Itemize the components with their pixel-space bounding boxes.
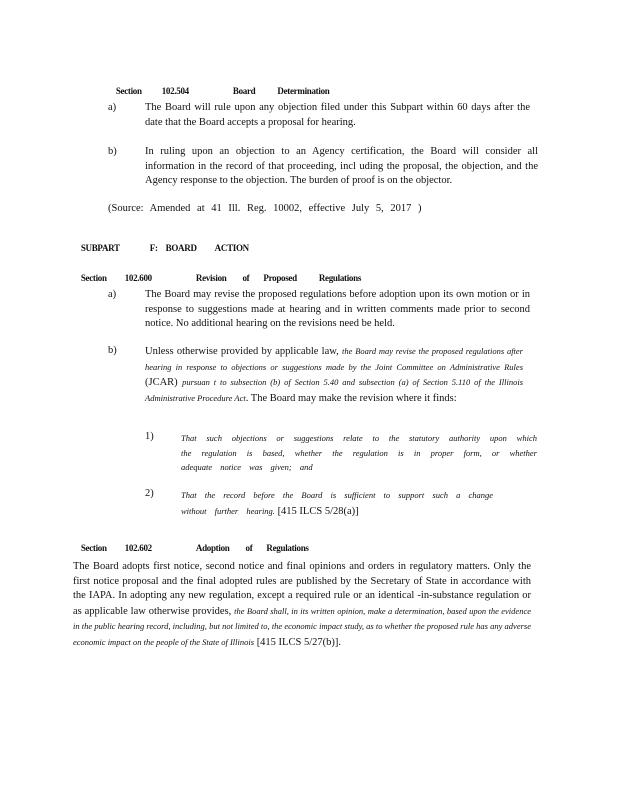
section-number: 102.602 (124, 543, 152, 553)
section-title-part: Regulations (266, 543, 309, 553)
item-label: b) (108, 146, 117, 157)
item-label: a) (108, 289, 117, 300)
section-number: 102.504 (161, 86, 189, 96)
subpart-heading (73, 233, 249, 263)
paragraph-602 (73, 560, 531, 650)
subpart-word: SUBPART (80, 243, 120, 253)
item-label: b) (108, 345, 117, 356)
statutory-italic-text: That the record before the Board is sufficient to support such a change without further hearing. (181, 490, 494, 516)
section-title-part: of (242, 273, 250, 283)
section-title-part: Adoption (195, 543, 230, 553)
statutory-italic-text: the Board shall, in its written opinion, make a determination, based upon the evidence in the public hearing record, including, but not limited to, the economic impact study, as to whether the proposed rule has any adverse economic impact on the people of the State of Illinois (73, 605, 531, 647)
paragraph-600-a: The Board may revise the proposed regulations before adoption upon its own motion or in response to suggestions made at hearing and in written comments made prior to second notice. No additional hearing on the revisions need be held. (145, 289, 530, 329)
citation: [415 ILCS 5/28(a)] (277, 505, 359, 517)
paragraph-504-b: In ruling upon an objection to an Agency certification, the Board will consider all information in the record of that proceeding, incl uding the proposal, the objection, and the Agency response to the objection. The burden of proof is on the objector. (145, 146, 538, 186)
item-label: 1) (145, 431, 154, 442)
section-word: Section (80, 543, 107, 553)
statutory-italic-text: pursuan t to subsection (b) of Section 5.40 and subsection (a) of Section 5.110 of the Illinois Administrative Procedure Act (145, 377, 524, 403)
citation: [415 ILCS 5/27(b)]. (256, 636, 341, 648)
subpart-title-part: BOARD (165, 243, 197, 253)
section-title-part: Board (232, 86, 256, 96)
subparagraph-2 (181, 488, 521, 519)
subparagraph-1: That such objections or suggestions relate to the statutory authority upon which the regulation is based, whether the regulation is in proper form, or whether adequate notice was given; and (181, 433, 537, 472)
paragraph-text: The Board adopts first notice, second notice and final opinions and orders in regulatory matters. Only the first notice proposal and the final adopted rules are published by the Secretary of State in accordance with the IAPA. In adopting any new regulation, except a required rule or an identical -in-substance regulation or as applicable law otherwise provides, (73, 561, 531, 617)
section-word: Section (80, 273, 107, 283)
paragraph-504-a: The Board will rule upon any objection filed under this Subpart within 60 days after the date that the Board accepts a proposal for hearing. (145, 102, 530, 128)
subpart-letter: F: (149, 243, 158, 253)
section-102-602-heading (73, 533, 309, 563)
item-label: 2) (145, 488, 154, 499)
section-title-part: Revision (195, 273, 227, 283)
paragraph-600-b (145, 344, 523, 406)
section-title-part: Determination (277, 86, 330, 96)
section-title-part: Proposed (263, 273, 297, 283)
section-number: 102.600 (124, 273, 152, 283)
section-title-part: Regulations (318, 273, 362, 283)
section-title-part: of (245, 543, 253, 553)
section-word: Section (115, 86, 142, 96)
subpart-title-part: ACTION (214, 243, 249, 253)
statutory-italic-text: the Board may revise the proposed regulations after hearing in response to objections or suggestions made by the Joint Committee on Administrative Rules (145, 346, 523, 372)
paragraph-text: Unless otherwise provided by applicable law, (145, 346, 339, 357)
item-label: a) (108, 102, 117, 113)
source-note: (Source: Amended at 41 Ill. Reg. 10002, effective July 5, 2017 ) (108, 203, 422, 214)
paragraph-text: (JCAR) (145, 377, 178, 388)
paragraph-text: . The Board may make the revision where it finds: (245, 392, 457, 404)
